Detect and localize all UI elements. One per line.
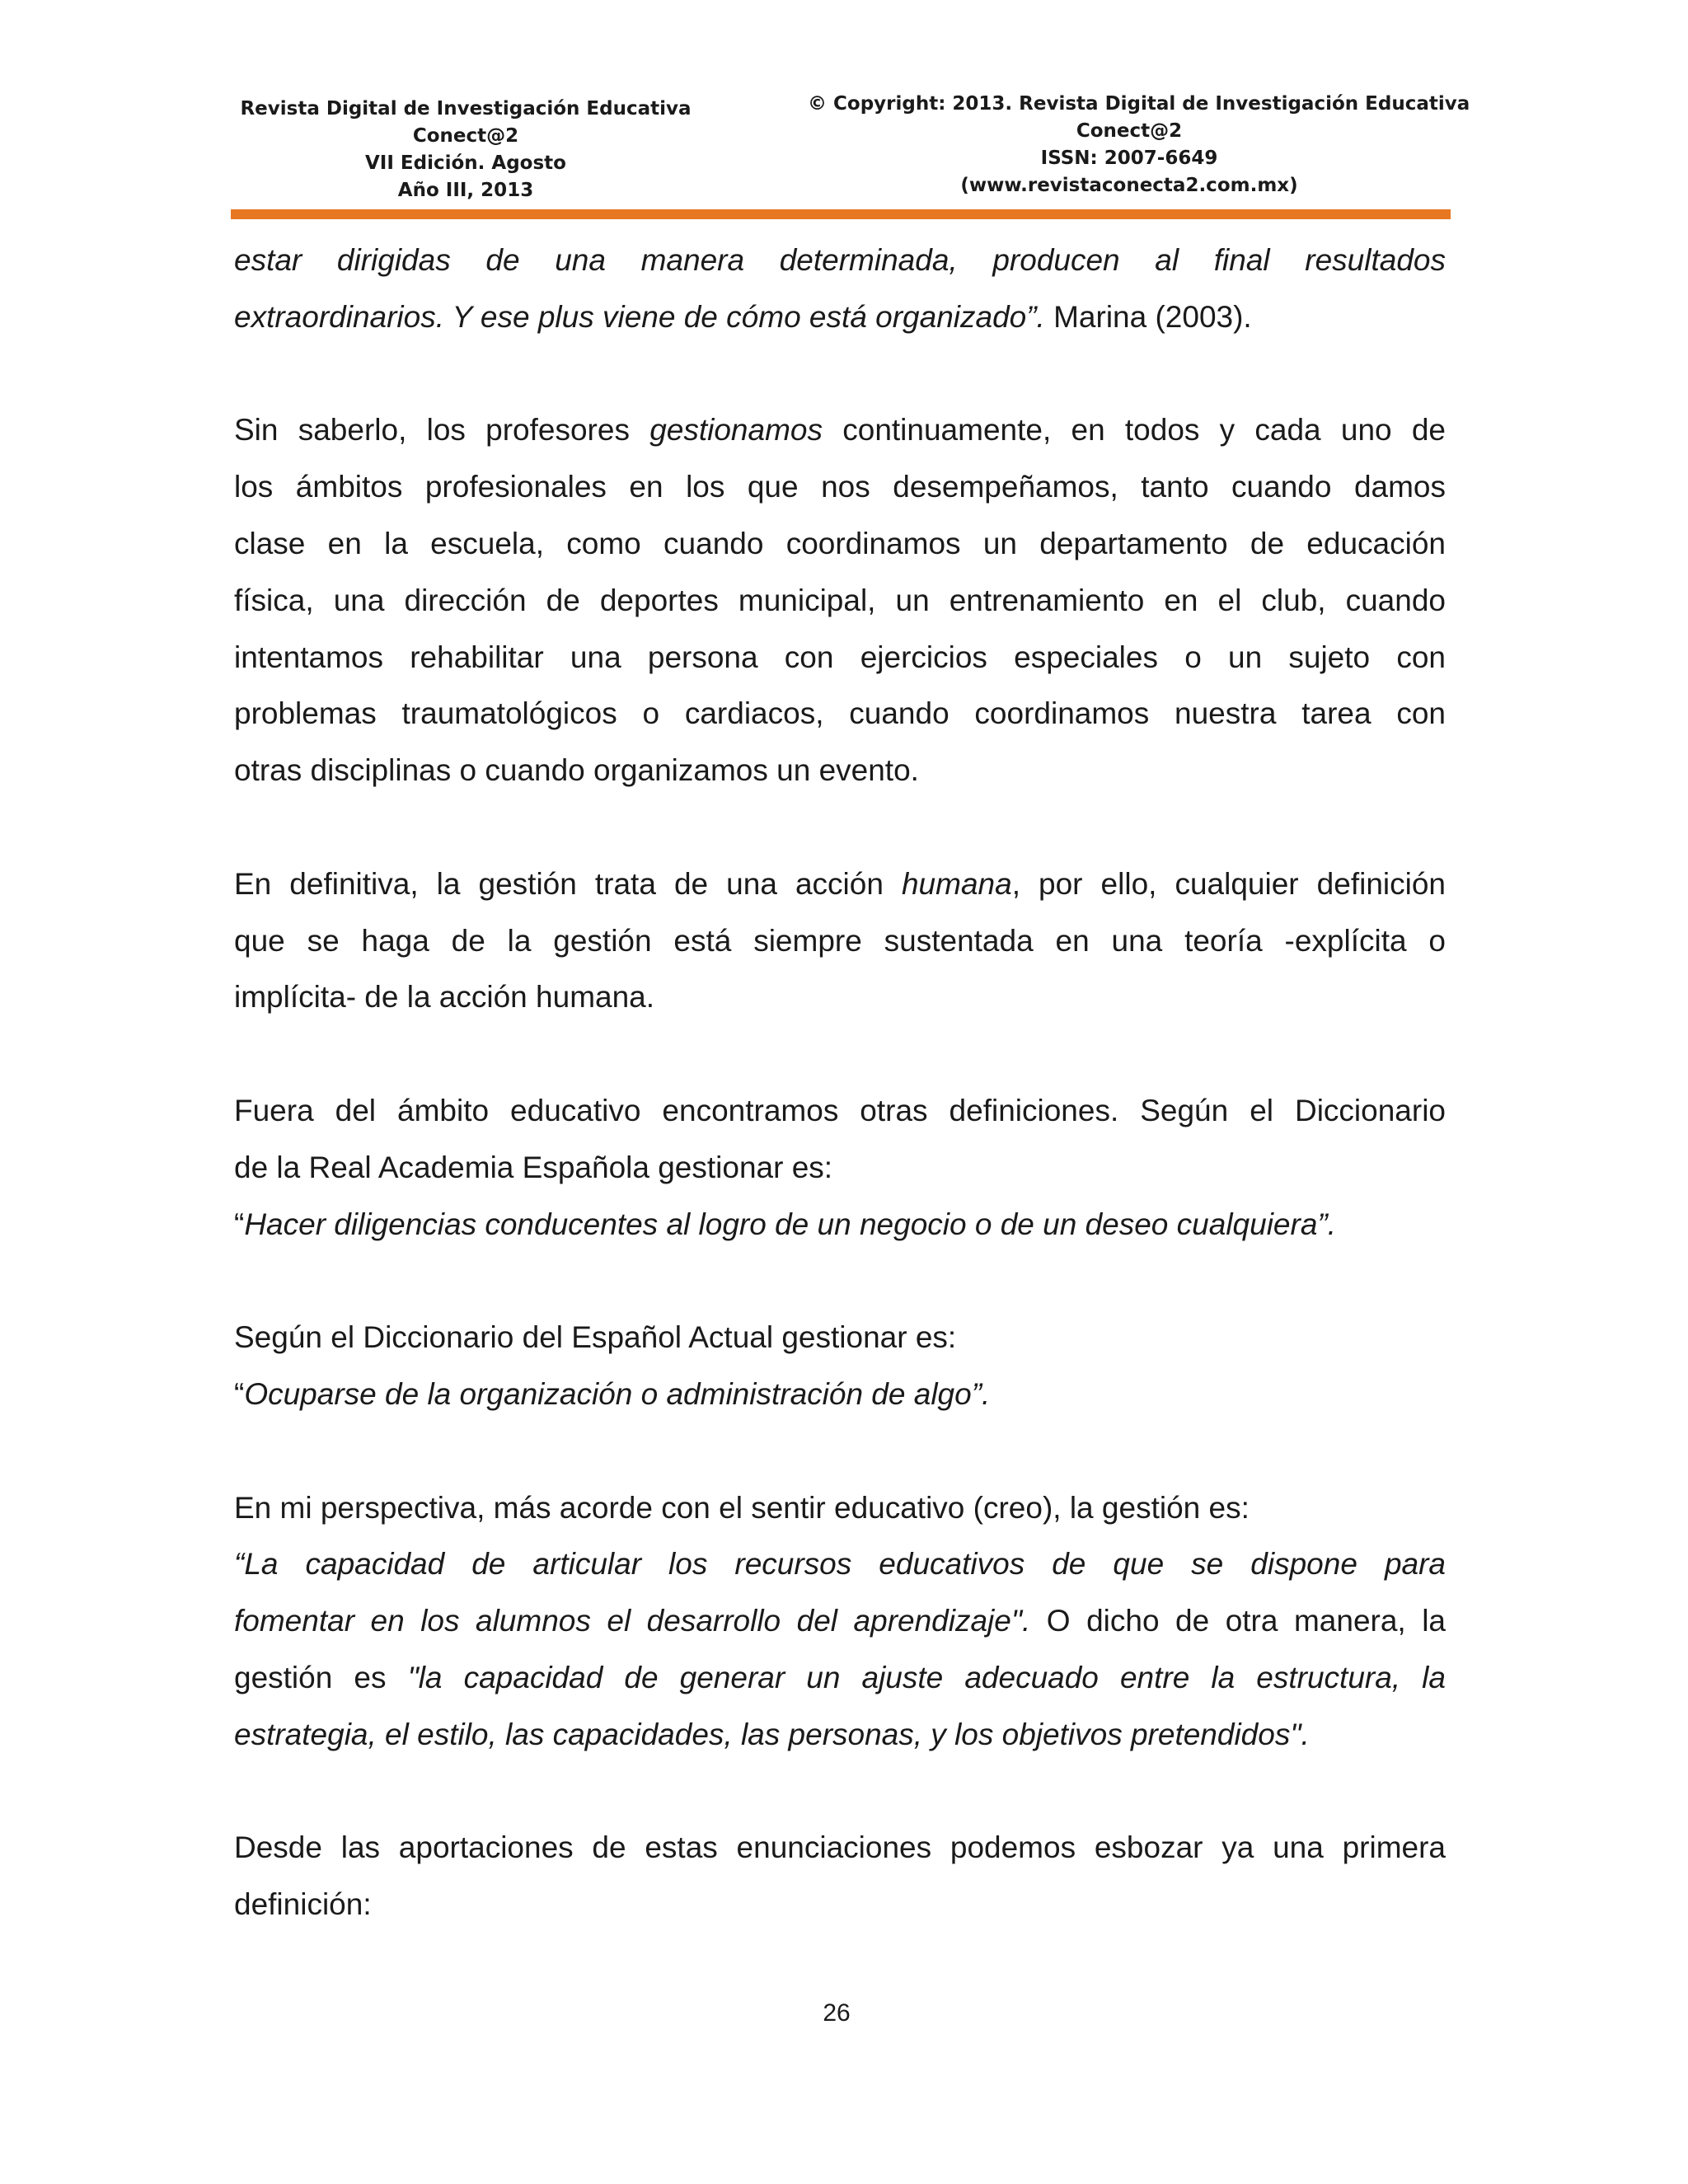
text-line: que se haga de la gestión está siempre sustentada en una teoría -explícita o xyxy=(234,923,1446,958)
article-body xyxy=(234,232,1446,1933)
text-line xyxy=(234,1707,1446,1764)
italic-quote: Hacer diligencias conducentes al logro de un negocio o de un deseo cualquiera”. xyxy=(244,1207,1336,1241)
italic-quote: estrategia, el estilo, las capacidades, las personas, y los objetivos pretendidos". xyxy=(234,1717,1310,1751)
text-line xyxy=(234,1536,1446,1593)
journal-name: Conect@2 xyxy=(412,125,519,147)
copyright-info xyxy=(808,91,1470,199)
text-line xyxy=(234,1593,1446,1650)
italic-text: extraordinarios. Y ese plus viene de cómo está organizado”. xyxy=(234,299,1045,334)
text-line: otras disciplinas o cuando organizamos un evento. xyxy=(234,753,919,788)
journal-edition: VII Edición. Agosto xyxy=(365,152,566,174)
paragraph-3 xyxy=(234,856,1446,1026)
text-line: En mi perspectiva, más acorde con el sentir educativo (creo), la gestión es: xyxy=(234,1490,1250,1525)
italic-quote: fomentar en los alumnos el desarrollo del aprendizaje". xyxy=(234,1604,1031,1638)
text-line: Fuera del ámbito educativo encontramos otras definiciones. Según el Diccionario xyxy=(234,1093,1446,1127)
text-line: los ámbitos profesionales en los que nos desempeñamos, tanto cuando damos xyxy=(234,470,1446,504)
italic-quote: “La capacidad de articular los recursos educativos de que se dispone para xyxy=(234,1547,1446,1582)
journal-year: Año III, 2013 xyxy=(397,180,534,201)
italic-quote: "la capacidad de generar un ajuste adecuado entre la estructura, la xyxy=(407,1660,1446,1694)
quote-line xyxy=(234,1366,1446,1423)
text-segment: gestión es xyxy=(234,1660,408,1694)
page-header xyxy=(231,92,1470,206)
italic-text: estar dirigidas de una manera determinada, producen al final resultados xyxy=(234,243,1446,277)
text-line: física, una dirección de deportes municipal, un entrenamiento en el club, cuando xyxy=(234,583,1446,617)
text-line: definición: xyxy=(234,1887,372,1922)
text-segment: En definitiva, la gestión trata de una acción xyxy=(234,866,902,901)
header-divider xyxy=(231,209,1451,219)
text-line: Según el Diccionario del Español Actual gestionar es: xyxy=(234,1320,957,1355)
text-segment: continuamente, en todos y cada uno de xyxy=(823,413,1447,448)
italic-text: humana xyxy=(901,866,1012,901)
website-text: (www.revistaconecta2.com.mx) xyxy=(960,175,1298,196)
open-quote: “ xyxy=(234,1207,245,1241)
citation-text: Marina (2003). xyxy=(1044,299,1252,334)
text-line xyxy=(234,232,1446,289)
text-line xyxy=(234,402,1446,459)
text-line xyxy=(234,289,1446,346)
paragraph-2 xyxy=(234,402,1446,799)
paragraph-5 xyxy=(234,1310,1446,1423)
text-line: problemas traumatológicos o cardiacos, cuando coordinamos nuestra tarea con xyxy=(234,696,1446,731)
issn-text: ISSN: 2007-6649 xyxy=(1040,148,1218,169)
paragraph-4 xyxy=(234,1083,1446,1253)
text-line: implícita- de la acción humana. xyxy=(234,980,655,1015)
text-line: de la Real Academia Española gestionar es: xyxy=(234,1150,833,1184)
italic-quote: Ocuparse de la organización o administración de algo”. xyxy=(244,1376,991,1411)
open-quote: “ xyxy=(234,1376,245,1411)
paragraph-7 xyxy=(234,1820,1446,1933)
copyright-text: © Copyright: 2013. Revista Digital de Investigación Educativa xyxy=(808,93,1470,115)
text-line: clase en la escuela, como cuando coordinamos un departamento de educación xyxy=(234,526,1446,560)
text-line: Desde las aportaciones de estas enunciaciones podemos esbozar ya una primera xyxy=(234,1830,1446,1865)
text-segment: O dicho de otra manera, la xyxy=(1030,1604,1447,1638)
paragraph-6 xyxy=(234,1480,1446,1764)
quote-line xyxy=(234,1197,1446,1254)
text-line xyxy=(234,856,1446,913)
journal-info xyxy=(231,96,701,204)
text-line xyxy=(234,1650,1446,1707)
text-line: intentamos rehabilitar una persona con ejercicios especiales o un sujeto con xyxy=(234,640,1446,674)
paragraph-1 xyxy=(234,232,1446,346)
text-segment: , por ello, cualquier definición xyxy=(1011,866,1447,901)
italic-text: gestionamos xyxy=(649,413,823,448)
journal-title: Revista Digital de Investigación Educativa xyxy=(240,98,692,120)
copyright-journal-name: Conect@2 xyxy=(1076,120,1183,142)
page-number: 26 xyxy=(823,1999,851,2027)
text-segment: Sin saberlo, los profesores xyxy=(234,413,650,448)
